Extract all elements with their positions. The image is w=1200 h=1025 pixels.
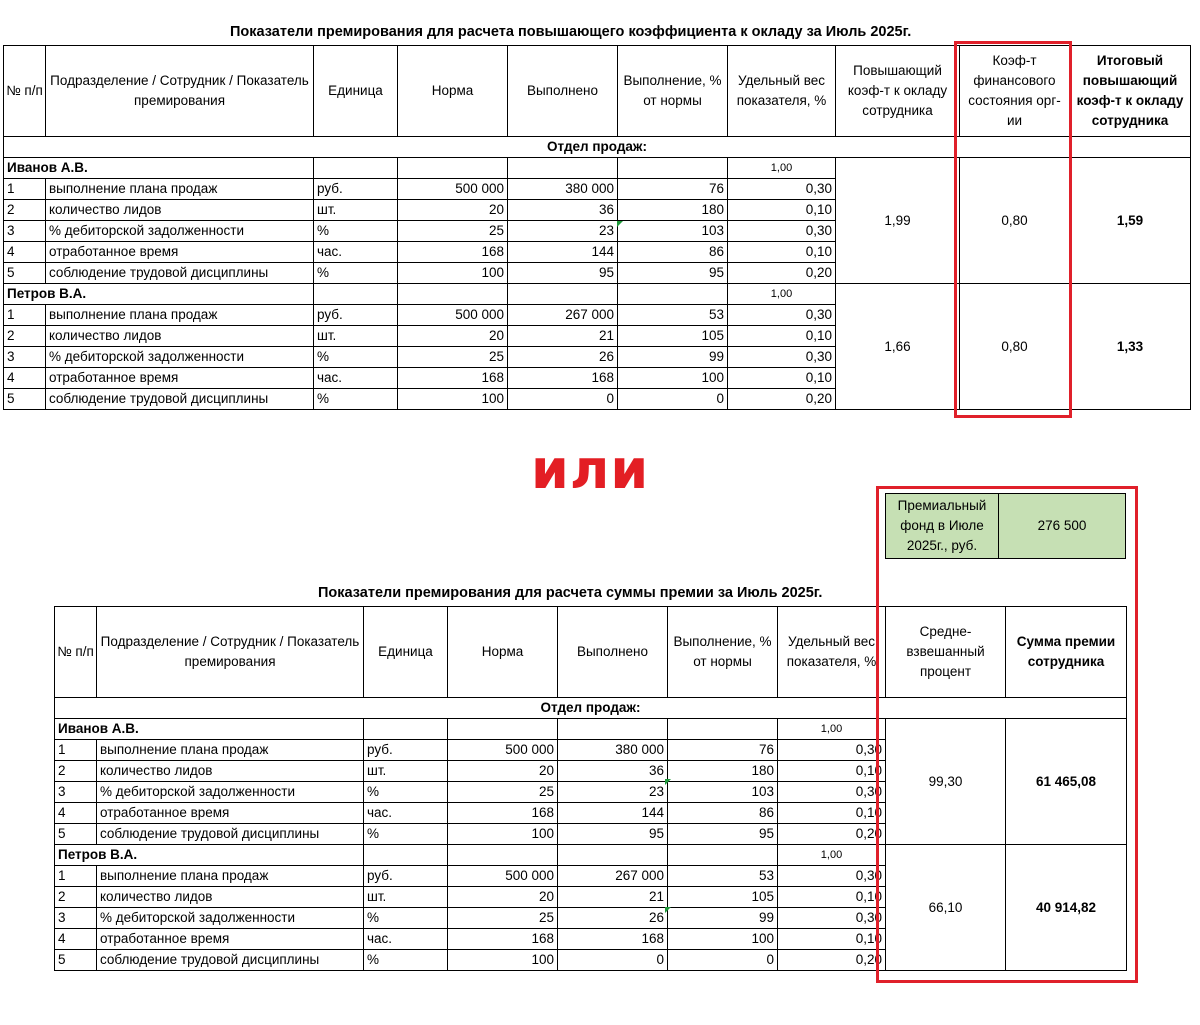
table-row: 1 выполнение плана продаж руб. 500 000 267 000 53 0,30: [55, 866, 1127, 887]
cell-comment-marker: [665, 907, 671, 913]
header-weight: Удельный вес показателя, %: [778, 607, 886, 698]
header-name: Подразделение / Сотрудник / Показатель премирования: [97, 607, 364, 698]
header-sum: Сумма премии сотрудника: [1006, 607, 1127, 698]
table-row: 2 количество лидов шт. 20 21 105 0,10: [55, 887, 1127, 908]
header-avg: Средне-взвешанный процент: [886, 607, 1006, 698]
department-row: Отдел продаж:: [4, 137, 1191, 158]
header-num: № п/п: [55, 607, 97, 698]
table-row: 3 % дебиторской задолженности % 25 23 103 0,30: [4, 221, 1191, 242]
header-pct: Выполнение, % от нормы: [618, 46, 728, 137]
weight-sum: 1,00: [728, 284, 836, 305]
employee-name: Петров В.А.: [55, 845, 364, 866]
header-norm: Норма: [448, 607, 558, 698]
weight-sum: 1,00: [728, 158, 836, 179]
employee-name: Иванов А.В.: [4, 158, 314, 179]
department-row: Отдел продаж:: [55, 698, 1127, 719]
separator-text: или: [531, 438, 650, 501]
header-total: Итоговый повышающий коэф-т к окладу сотрудника: [1070, 46, 1191, 137]
table-row: 1 выполнение плана продаж руб. 500 000 267 000 53 0,30: [4, 305, 1191, 326]
bottom-table: [54, 606, 1127, 971]
bonus-fund-table: [885, 493, 1126, 559]
header-coef: Повышающий коэф-т к окладу сотрудника: [836, 46, 960, 137]
table-row: 5 соблюдение трудовой дисциплины % 100 95 95 0,20: [4, 263, 1191, 284]
coef-value: 1,66: [836, 284, 960, 410]
total-value: 1,59: [1070, 158, 1191, 284]
weight-sum: 1,00: [778, 719, 886, 740]
fin-value: 0,80: [960, 158, 1070, 284]
header-pct: Выполнение, % от нормы: [668, 607, 778, 698]
header-unit: Единица: [314, 46, 398, 137]
header-done: Выполнено: [508, 46, 618, 137]
avg-value: 99,30: [886, 719, 1006, 845]
table-row: 5 соблюдение трудовой дисциплины % 100 0 0 0,20: [4, 389, 1191, 410]
bonus-sum-value: 61 465,08: [1006, 719, 1127, 845]
header-done: Выполнено: [558, 607, 668, 698]
table-row: 2 количество лидов шт. 20 21 105 0,10: [4, 326, 1191, 347]
table-row: 5 соблюдение трудовой дисциплины % 100 95 95 0,20: [55, 824, 1127, 845]
cell-comment-marker: [617, 221, 623, 227]
header-weight: Удельный вес показателя, %: [728, 46, 836, 137]
weight-sum: 1,00: [778, 845, 886, 866]
header-num: № п/п: [4, 46, 46, 137]
table-row: 5 соблюдение трудовой дисциплины % 100 0 0 0,20: [55, 950, 1127, 971]
header-name: Подразделение / Сотрудник / Показатель премирования: [46, 46, 314, 137]
table-row: 1 выполнение плана продаж руб. 500 000 380 000 76 0,30: [4, 179, 1191, 200]
table-row: 4 отработанное время час. 168 168 100 0,10: [55, 929, 1127, 950]
total-value: 1,33: [1070, 284, 1191, 410]
table-row: 4 отработанное время час. 168 144 86 0,10: [55, 803, 1127, 824]
bonus-sum-value: 40 914,82: [1006, 845, 1127, 971]
top-table: [3, 45, 1191, 410]
bonus-fund-label: Премиальный фонд в Июле 2025г., руб.: [886, 494, 999, 559]
header-fin: Коэф-т финансового состояния орг-ии: [960, 46, 1070, 137]
table-row: 3 % дебиторской задолженности % 25 26 99 0,30: [55, 908, 1127, 929]
fin-value: 0,80: [960, 284, 1070, 410]
top-title: Показатели премирования для расчета повышающего коэффициента к окладу за Июль 2025г.: [230, 24, 912, 40]
table-row: 2 количество лидов шт. 20 36 180 0,10: [4, 200, 1191, 221]
header-norm: Норма: [398, 46, 508, 137]
table-row: 4 отработанное время час. 168 144 86 0,10: [4, 242, 1191, 263]
employee-name: Петров В.А.: [4, 284, 314, 305]
cell-comment-marker: [665, 779, 671, 785]
header-unit: Единица: [364, 607, 448, 698]
table-row: 4 отработанное время час. 168 168 100 0,10: [4, 368, 1191, 389]
table-row: 2 количество лидов шт. 20 36 180 0,10: [55, 761, 1127, 782]
employee-name: Иванов А.В.: [55, 719, 364, 740]
table-row: 3 % дебиторской задолженности % 25 23 103 0,30: [55, 782, 1127, 803]
bottom-title: Показатели премирования для расчета суммы премии за Июль 2025г.: [318, 585, 823, 601]
coef-value: 1,99: [836, 158, 960, 284]
table-row: 3 % дебиторской задолженности % 25 26 99 0,30: [4, 347, 1191, 368]
table-row: 1 выполнение плана продаж руб. 500 000 380 000 76 0,30: [55, 740, 1127, 761]
bonus-fund-value: 276 500: [999, 494, 1126, 559]
avg-value: 66,10: [886, 845, 1006, 971]
